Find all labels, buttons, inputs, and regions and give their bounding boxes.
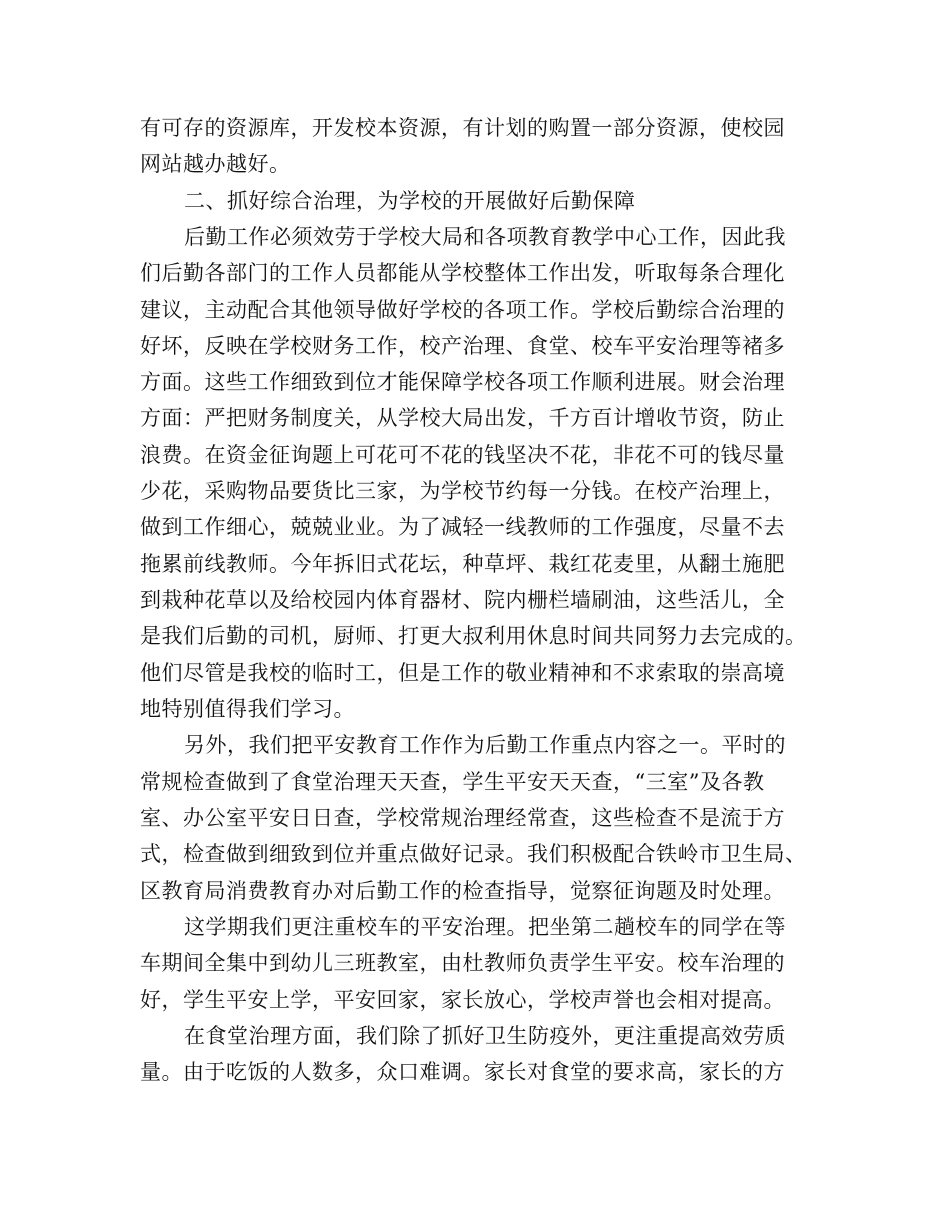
text-line: 另外，我们把平安教育工作作为后勤工作重点内容之一。平时的 [184,733,786,757]
text-line: 好坏，反映在学校财务工作，校产治理、食堂、校车平安治理等褚多 [140,334,785,358]
text-line: 式，检查做到细致到位并重点做好记录。我们积极配合铁岭市卫生局、 [140,842,807,866]
text-line: 网站越办越好。 [140,152,291,176]
text-line: 拖累前线教师。今年拆旧式花坛，种草坪、栽红花麦里，从翻土施肥 [140,552,785,576]
text-line: 这学期我们更注重校车的平安治理。把坐第二趟校车的同学在等 [184,915,786,939]
text-line: 有可存的资源库，开发校本资源，有计划的购置一部分资源，使校园 [140,116,785,140]
text-line: 到栽种花草以及给校园内体育器材、院内栅栏墙刷油，这些活儿，全 [140,588,785,612]
text-line: 室、办公室平安日日查，学校常规治理经常查，这些检查不是流于方 [140,806,785,830]
text-line: 们后勤各部门的工作人员都能从学校整体工作出发，听取每条合理化 [140,261,785,285]
text-line: 车期间全集中到幼儿三班教室，由杜教师负责学生平安。校车治理的 [140,951,785,975]
text-line: 浪费。在资金征询题上可花可不花的钱坚决不花，非花不可的钱尽量 [140,443,785,467]
text-line: 量。由于吃饭的人数多，众口难调。家长对食堂的要求高，家长的方 [140,1060,785,1084]
text-line: 方面。这些工作细致到位才能保障学校各项工作顺利进展。财会治理 [140,370,785,394]
text-line: 是我们后勤的司机，厨师、打更大叔利用休息时间共同努力去完成的。 [140,624,807,648]
text-line: 常规检查做到了食堂治理天天查，学生平安天天查，“三室”及各教 [140,770,765,794]
section-heading: 二、抓好综合治理，为学校的开展做好后勤保障 [184,189,636,213]
text-line: 少花，采购物品要货比三家，为学校节约每一分钱。在校产治理上， [140,479,785,503]
text-line: 在食堂治理方面，我们除了抓好卫生防疫外，更注重提高效劳质 [184,1024,786,1048]
text-line: 他们尽管是我校的临时工，但是工作的敬业精神和不求索取的崇高境 [140,661,785,685]
text-line: 地特别值得我们学习。 [140,697,355,721]
text-line: 建议，主动配合其他领导做好学校的各项工作。学校后勤综合治理的 [140,298,785,322]
text-line: 方面：严把财务制度关，从学校大局出发，千方百计增收节资，防止 [140,406,785,430]
text-line: 后勤工作必须效劳于学校大局和各项教育教学中心工作，因此我 [184,225,786,249]
text-line: 好，学生平安上学，平安回家，家长放心，学校声誉也会相对提高。 [140,988,785,1012]
text-line: 做到工作细心，兢兢业业。为了减轻一线教师的工作强度，尽量不去 [140,515,785,539]
text-line: 区教育局消费教育办对后勤工作的检查指导，觉察征询题及时处理。 [140,879,785,903]
